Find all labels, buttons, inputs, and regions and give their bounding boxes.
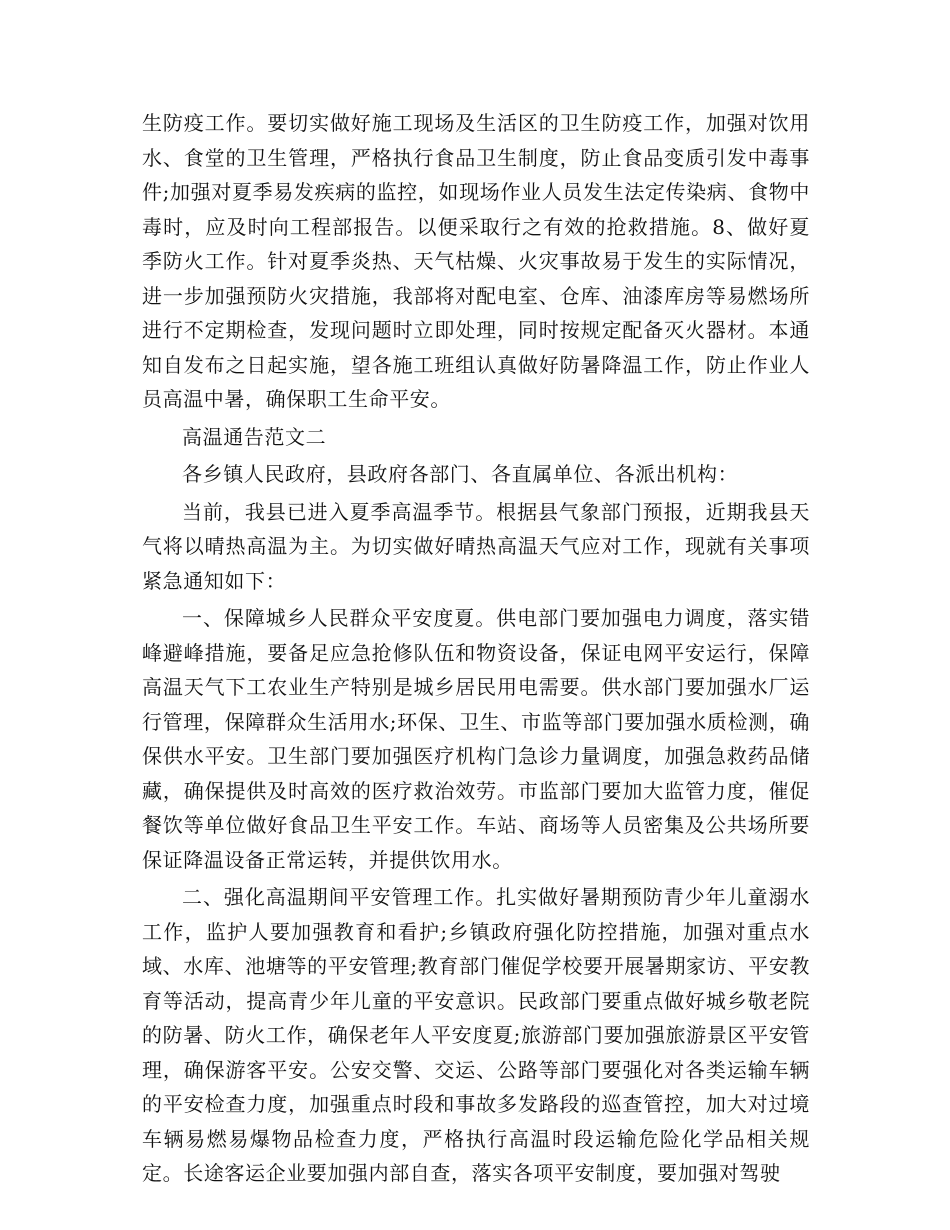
paragraph-intro: 当前，我县已进入夏季高温季节。根据县气象部门预报，近期我县天气将以晴热高温为主。为切实做好晴热高温天气应对工作，现就有关事项紧急通知如下：: [142, 499, 810, 593]
paragraph-item-1: 一、保障城乡人民群众平安度夏。供电部门要加强电力调度，落实错峰避峰措施，要备足应急抢修队伍和物资设备，保证电网平安运行，保障高温天气下工农业生产特别是城乡居民用电需要。供水部门要加强水厂运行管理，保障群众生活用水;环保、卫生、市监等部门要加强水质检测，确保供水平安。卫生部门要加强医疗机构门急诊力量调度，加强急救药品储藏，确保提供及时高效的医疗救治效劳。市监部门要加大监管力度，催促餐饮等单位做好食品卫生平安工作。车站、商场等人员密集及公共场所要保证降温设备正常运转，并提供饮用水。: [142, 606, 810, 872]
paragraph-item-2: 二、强化高温期间平安管理工作。扎实做好暑期预防青少年儿童溺水工作，监护人要加强教育和看护;乡镇政府强化防控措施，加强对重点水域、水库、池塘等的平安管理;教育部门催促学校要开展暑期家访、平安教育等活动，提高青少年儿童的平安意识。民政部门要重点做好城乡敬老院的防暑、防火工作，确保老年人平安度夏;旅游部门要加强旅游景区平安管理，确保游客平安。公安交警、交运、公路等部门要强化对各类运输车辆的平安检查力度，加强重点时段和事故多发路段的巡查管控，加大对过境车辆易燃易爆物品检查力度，严格执行高温时段运输危险化学品相关规定。长途客运企业要加强内部自查，落实各项平安制度，要加强对驾驶: [142, 885, 810, 1185]
section-title: 高温通告范文二: [182, 424, 327, 449]
document-body: [142, 106, 810, 1191]
salutation: 各乡镇人民政府，县政府各部门、各直属单位、各派出机构：: [182, 462, 739, 486]
paragraph-continuation: 生防疫工作。要切实做好施工现场及生活区的卫生防疫工作，加强对饮用水、食堂的卫生管理，严格执行食品卫生制度，防止食品变质引发中毒事件;加强对夏季易发疾病的监控，如现场作业人员发生法定传染病、食物中毒时，应及时向工程部报告。以便采取行之有效的抢救措施。8、做好夏季防火工作。针对夏季炎热、天气枯燥、火灾事故易于发生的实际情况，进一步加强预防火灾措施，我部将对配电室、仓库、油漆库房等易燃场所进行不定期检查，发现问题时立即处理，同时按规定配备灭火器材。本通知自发布之日起实施，望各施工班组认真做好防暑降温工作，防止作业人员高温中暑，确保职工生命平安。: [142, 111, 810, 411]
